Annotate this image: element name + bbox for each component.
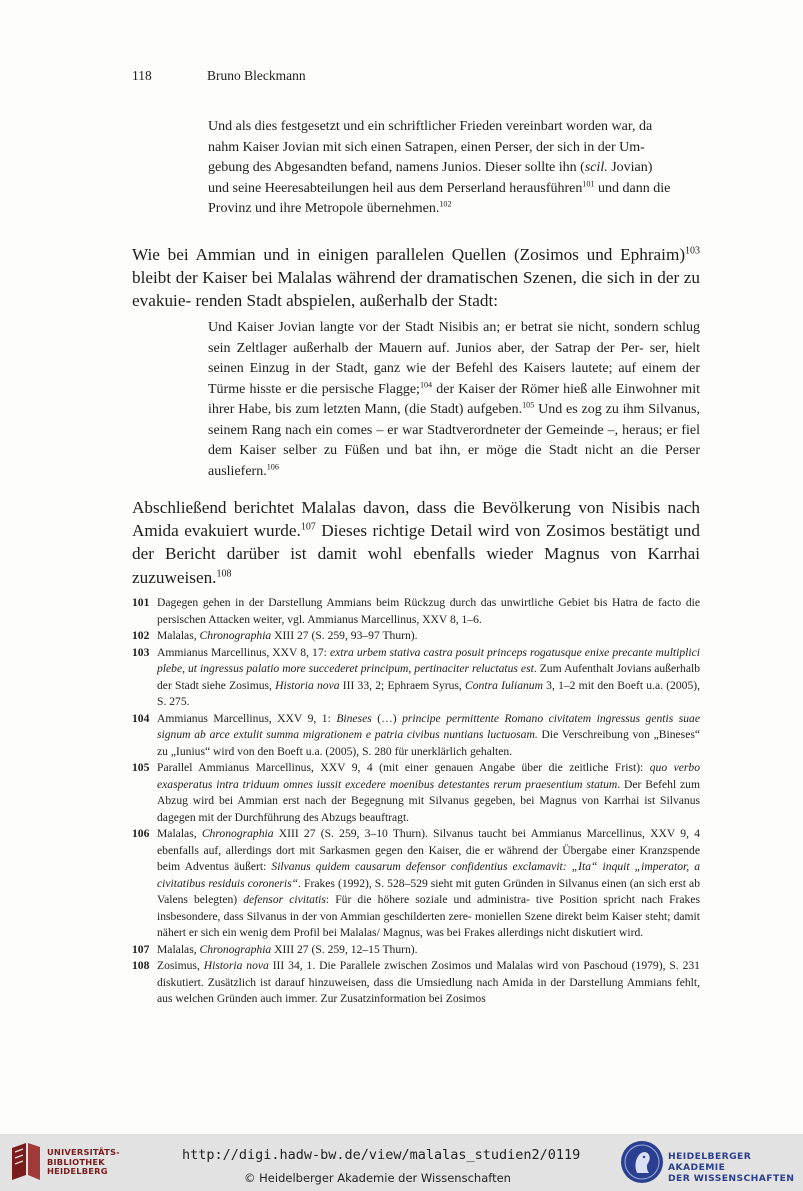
footnote-text: Zosimus, Historia nova III 34, 1. Die Parallele zwischen Zosimos und Malalas wird von Paschoud (1979), S. 231 diskutiert. Zusätzlich ist darauf hinzuweisen, dass die Umsiedlung nach Amida in der Darstellung Ammians fehlt, aus welchen Gründen auch immer. Zur Zusatzinformation bei Zosimos xyxy=(157,959,700,1005)
university-library-logo-text[interactable]: UNIVERSITÄTS- BIBLIOTHEK HEIDELBERG xyxy=(47,1147,120,1176)
academy-logo-text[interactable]: HEIDELBERGER AKADEMIE DER WISSENSCHAFTEN xyxy=(668,1151,795,1184)
block-quote-2: Und Kaiser Jovian langte vor der Stadt Nisibis an; er betrat sie nicht, sondern schlug sein Zeltlager außerhalb der Mauern auf. Junios aber, der Satrap der Per- ser, hielt seinen Einzug in der Stadt, ganz wie der Befehl des Kaisers lautete; auf einem der Türme hisste er die persische Flagge;$^{104}$ der Kaiser der Römer hieß alle Einwohner mit ihrer Habe, bis zum letzten Mann, (die Stadt) aufgeben.$^{105}$ Und es zog zu ihm Silvanus, seinem Rang nach ein comes – er war Stadtverordneter der Gemeinde –, heraus; er fiel dem Kaiser selber zu Füßen und bat ihn, er möge die Stadt nicht an die Perser ausliefern.$^{106}$ xyxy=(208,320,700,479)
footnote-text: Dagegen gehen in der Darstellung Ammians beim Rückzug durch das unwirtliche Gebiet bis Hatra de facto die persischen Attacken weiter, vgl. Ammianus Marcellinus, XXV 8, 1–6. xyxy=(157,596,700,626)
footnote-number: 104 xyxy=(132,711,150,725)
academy-seal-icon[interactable] xyxy=(620,1140,664,1184)
footnote-ref[interactable]: 101 xyxy=(582,178,595,188)
footnote xyxy=(132,595,700,628)
footnote-ref[interactable]: 106 xyxy=(266,461,279,471)
footnote-ref[interactable]: 108 xyxy=(216,567,232,579)
footnote-text: Malalas, Chronographia XIII 27 (S. 259, 3–10 Thurn). Silvanus taucht bei Ammianus Marcellinus, XXV 9, 4 ebenfalls auf, allerdings dort mit Sarkasmen gegen den Kaiser, die er während der Übergabe einer Kranzspende beim Adventus äußert: Silvanus quidem causarum defensor confidentius exclamavit: „Ita“ inquit „imperator, a civitatibus residuis coroneris“. Frakes (1992), S. 528–529 sieht mit guten Gründen in Silvanus einen (an sich erst ab Valens belegten) defensor civitatis: Für die höhere soziale und administra- tive Position spricht nach Frakes insbesondere, dass Silvanus in der von Ammian geschilderten zere- moniellen Szene direkt beim Kaiser steht; damit nähert er sich ein wenig dem Profil bei Malalas/ Magnus, was bei Frakes allerdings nicht diskutiert wird. xyxy=(157,827,700,939)
footnote-number: 108 xyxy=(132,959,150,972)
quote-line: Und als dies festgesetzt und ein schriftlicher Frieden vereinbart worden war, da xyxy=(208,119,653,134)
paragraph-2: Abschließend berichtet Malalas davon, dass die Bevölkerung von Nisibis nach Amida evakuiert wurde.$^{107}$ Dieses richtige Detail wird von Zosimos bestätigt und der Bericht darüber ist damit wohl ebenfalls wieder Magnus von Karrhai zuzuweisen.$^{108}$ xyxy=(132,498,700,587)
footnote-text: Ammianus Marcellinus, XXV 9, 1: Bineses (…) principe permittente Romano civitatem ingressus gentis suae signum ab arce extulit summa migrationem e patria civibus nuntians luctuosam. Die Verschreibung von „Bineses“ zu „Iunius“ wird von den Boeft u.a. (2005), S. 280 für unerklärlich gehalten. xyxy=(157,711,700,758)
running-head-author: Bruno Bleckmann xyxy=(207,68,306,83)
footnote-text: Ammianus Marcellinus, XXV 8, 17: extra urbem stativa castra posuit princeps rogatusque enixe precante multiplici plebe, ut ingressus palatio more succederet principum, pertinaciter reluctatus est. Zum Aufenthalt Jovians außerhalb der Stadt siehe Zosimus, Historia nova III 33, 2; Ephraem Syrus, Contra Iulianum 3, 1–2 mit den Boeft u.a. (2005), S. 275. xyxy=(157,645,701,708)
footnote-ref[interactable]: 104 xyxy=(419,379,433,389)
quote-line: und seine Heeresabteilungen heil aus dem Perserland herausführen$^{101}$ und dann die xyxy=(208,178,671,196)
footnote-number: 105 xyxy=(132,761,150,774)
footnote-ref[interactable]: 102 xyxy=(439,199,452,209)
footnote-text: Parallel Ammianus Marcellinus, XXV 9, 4 (mit einer genauen Angabe über die zeitliche Frist): quo verbo exasperatus intra triduum omnes iussit excedere moenibus detestantes rerum praesentium statum. Der Befehl zum Abzug wird bei Ammian erst nach der Begegnung mit Silvanus gegeben, bei Magnus von Karrhai ist Silvanus dagegen mit der Durchführung des Abzugs beauftragt. xyxy=(157,761,701,824)
footnote xyxy=(132,760,700,826)
footnote xyxy=(132,826,700,942)
footnote-number: 107 xyxy=(132,942,150,956)
quote-line: gebung des Abgesandten befand, namens Junios. Dieser sollte ihn (scil. Jovian) xyxy=(208,160,653,175)
page-number: 118 xyxy=(132,68,152,83)
copyright-notice: © Heidelberger Akademie der Wissenschaften xyxy=(244,1171,511,1185)
footnote-number: 101 xyxy=(132,596,150,609)
quote-line: nahm Kaiser Jovian mit sich einen Satrapen, einen Perser, der sich in der Um- xyxy=(208,139,645,155)
quote-line: Provinz und ihre Metropole übernehmen.$^{102}$ xyxy=(208,199,452,216)
footnote-number: 102 xyxy=(132,629,150,642)
footnote-number: 106 xyxy=(132,827,150,840)
footnote xyxy=(132,645,700,711)
footnote-ref[interactable]: 103 xyxy=(685,245,700,257)
viewer-footer xyxy=(0,1134,803,1191)
footnote xyxy=(132,942,700,959)
footnotes xyxy=(132,595,700,1008)
footnote xyxy=(132,628,700,645)
footnote-text: Malalas, Chronographia XIII 27 (S. 259, 12–15 Thurn). xyxy=(157,942,418,956)
footnote-ref[interactable]: 105 xyxy=(522,400,535,410)
footnote-text: Malalas, Chronographia XIII 27 (S. 259, 93–97 Thurn). xyxy=(157,629,418,642)
footnote-number: 103 xyxy=(132,645,150,659)
document-url-link[interactable]: http://digi.hadw-bw.de/view/malalas_studien2/0119 xyxy=(182,1147,581,1163)
university-library-logo-icon[interactable] xyxy=(8,1142,44,1182)
block-quote-1 xyxy=(208,117,700,220)
paragraph-1: Wie bei Ammian und in einigen parallelen Quellen (Zosimos und Ephraim)$^{103}$ bleibt der Kaiser bei Malalas während der dramatischen Szenen, die sich in der zu evakuie- renden Stadt abspielen, außerhalb der Stadt: xyxy=(132,245,700,311)
footnote-ref[interactable]: 107 xyxy=(300,521,316,533)
footnote xyxy=(132,711,700,761)
footnote xyxy=(132,958,700,1008)
